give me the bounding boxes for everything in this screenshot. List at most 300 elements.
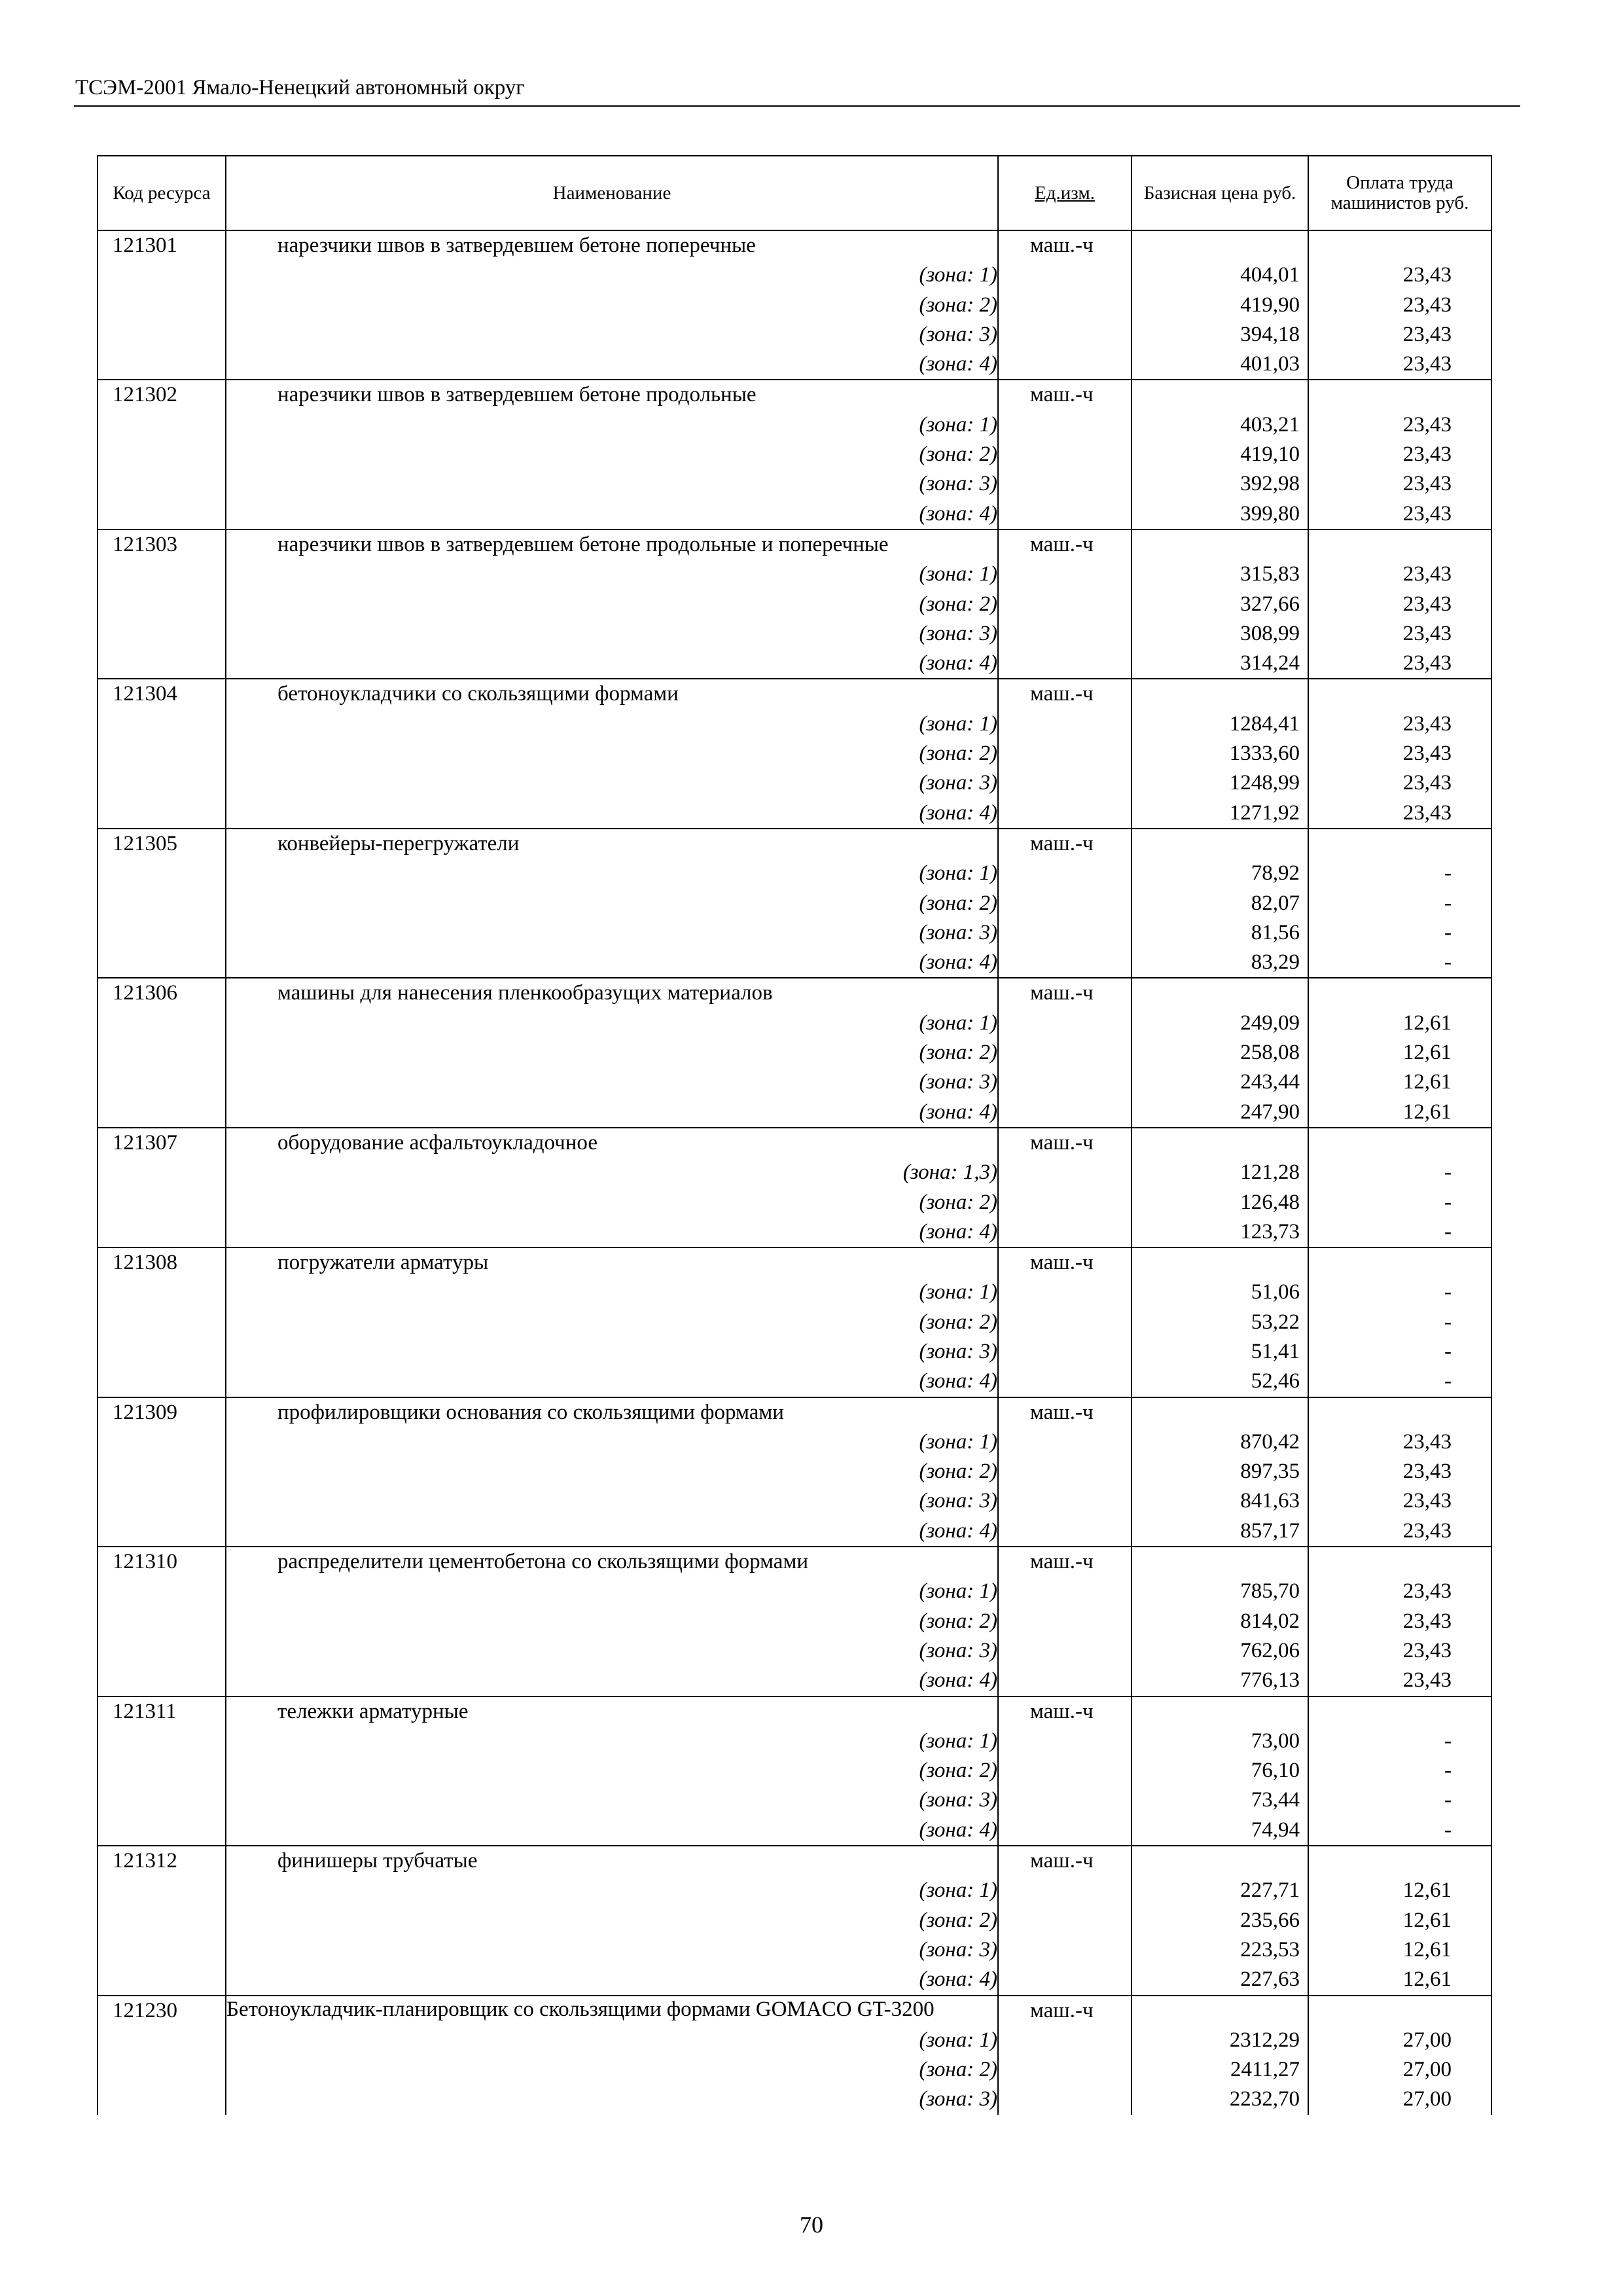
- resource-price-empty: [1132, 679, 1308, 709]
- zone-code-empty: [98, 859, 226, 888]
- zone-price: 314,24: [1132, 649, 1308, 679]
- zone-code-empty: [98, 560, 226, 589]
- column-header-wage: Оплата труда машинистов руб.: [1308, 156, 1491, 230]
- zone-unit-empty: [998, 1906, 1132, 1935]
- zone-label: (зона: 3): [226, 1067, 998, 1097]
- zone-row: [98, 260, 1491, 290]
- zone-row: [98, 560, 1491, 589]
- zone-row: [98, 2085, 1491, 2114]
- zone-code-empty: [98, 739, 226, 768]
- zone-code-empty: [98, 320, 226, 350]
- zone-unit-empty: [998, 918, 1132, 948]
- column-header-unit: [998, 156, 1132, 230]
- zone-unit-empty: [998, 320, 1132, 350]
- zone-unit-empty: [998, 1636, 1132, 1666]
- zone-code-empty: [98, 410, 226, 440]
- zone-wage: 23,43: [1308, 1607, 1491, 1636]
- zone-label: (зона: 2): [226, 889, 998, 918]
- resource-row: [98, 1696, 1491, 1727]
- zone-row: [98, 2055, 1491, 2085]
- zone-wage: 23,43: [1308, 291, 1491, 320]
- zone-unit-empty: [998, 590, 1132, 619]
- zone-label: (зона: 1): [226, 410, 998, 440]
- zone-code-empty: [98, 709, 226, 739]
- zone-row: [98, 1876, 1491, 1905]
- zone-code-empty: [98, 1636, 226, 1666]
- resource-row: [98, 1128, 1491, 1158]
- zone-code-empty: [98, 1607, 226, 1636]
- zone-wage: 12,61: [1308, 1965, 1491, 1995]
- zone-price: 857,17: [1132, 1516, 1308, 1547]
- zone-code-empty: [98, 1427, 226, 1457]
- zone-unit-empty: [998, 1816, 1132, 1846]
- zone-wage: 12,61: [1308, 1876, 1491, 1905]
- zone-label: (зона: 1): [226, 1727, 998, 1756]
- resource-price-empty: [1132, 380, 1308, 410]
- resource-wage-empty: [1308, 1547, 1491, 1577]
- resource-name: [226, 529, 998, 560]
- zone-price: 841,63: [1132, 1486, 1308, 1516]
- resource-unit: маш.-ч: [998, 230, 1132, 260]
- zone-price: 74,94: [1132, 1816, 1308, 1846]
- zone-label: (зона: 2): [226, 1906, 998, 1935]
- zone-price: 78,92: [1132, 859, 1308, 888]
- resource-name: [226, 679, 998, 709]
- zone-unit-empty: [998, 1367, 1132, 1397]
- zone-wage: -: [1308, 1217, 1491, 1247]
- zone-price: 762,06: [1132, 1636, 1308, 1666]
- zone-wage: 27,00: [1308, 2085, 1491, 2114]
- zone-unit-empty: [998, 350, 1132, 380]
- resource-name-text: бетоноукладчики со скользящими формами: [277, 682, 679, 706]
- resource-price-empty: [1132, 1128, 1308, 1158]
- zone-label: (зона: 2): [226, 1756, 998, 1785]
- resource-price-empty: [1132, 829, 1308, 859]
- zone-unit-empty: [998, 1516, 1132, 1547]
- resource-name-text: нарезчики швов в затвердевшем бетоне поперечные: [277, 234, 756, 257]
- resource-name-text: нарезчики швов в затвердевшем бетоне продольные и поперечные: [277, 532, 889, 556]
- zone-code-empty: [98, 499, 226, 529]
- zone-wage: -: [1308, 1188, 1491, 1217]
- resource-wage-empty: [1308, 1846, 1491, 1876]
- zone-row: [98, 440, 1491, 469]
- zone-wage: 23,43: [1308, 350, 1491, 380]
- zone-label: (зона: 4): [226, 350, 998, 380]
- zone-row: [98, 2026, 1491, 2055]
- zone-wage: 23,43: [1308, 1516, 1491, 1547]
- zone-price: 1284,41: [1132, 709, 1308, 739]
- zone-price: 121,28: [1132, 1158, 1308, 1187]
- resource-wage-empty: [1308, 679, 1491, 709]
- zone-row: [98, 320, 1491, 350]
- table-body: [98, 230, 1491, 2115]
- zone-label: (зона: 2): [226, 440, 998, 469]
- resource-wage-empty: [1308, 978, 1491, 1008]
- zone-wage: -: [1308, 918, 1491, 948]
- zone-code-empty: [98, 469, 226, 499]
- resource-name: [226, 1696, 998, 1727]
- zone-unit-empty: [998, 709, 1132, 739]
- resource-price-empty: [1132, 978, 1308, 1008]
- zone-row: [98, 1577, 1491, 1606]
- zone-wage: -: [1308, 1158, 1491, 1187]
- zone-price: 419,10: [1132, 440, 1308, 469]
- zone-row: [98, 859, 1491, 888]
- resource-code: 121306: [98, 978, 226, 1008]
- zone-code-empty: [98, 1577, 226, 1606]
- zone-unit-empty: [998, 619, 1132, 649]
- column-header-code: Код ресурса: [98, 156, 226, 230]
- page-number: 70: [800, 2212, 823, 2238]
- zone-row: [98, 590, 1491, 619]
- zone-label: (зона: 4): [226, 1367, 998, 1397]
- zone-row: [98, 1666, 1491, 1696]
- resource-row: [98, 1846, 1491, 1876]
- zone-wage: 23,43: [1308, 768, 1491, 798]
- zone-price: 1271,92: [1132, 798, 1308, 829]
- zone-label: (зона: 2): [226, 291, 998, 320]
- page-header: ТСЭМ-2001 Ямало-Ненецкий автономный округ: [75, 76, 525, 99]
- resource-code: 121309: [98, 1397, 226, 1427]
- zone-price: 785,70: [1132, 1577, 1308, 1606]
- resource-unit: маш.-ч: [998, 1696, 1132, 1727]
- zone-row: [98, 1816, 1491, 1846]
- resource-wage-empty: [1308, 380, 1491, 410]
- resource-name: [226, 1996, 998, 2026]
- zone-label: (зона: 2): [226, 2055, 998, 2085]
- zone-wage: 12,61: [1308, 1009, 1491, 1038]
- zone-unit-empty: [998, 1876, 1132, 1905]
- zone-wage: 23,43: [1308, 1427, 1491, 1457]
- zone-unit-empty: [998, 739, 1132, 768]
- resource-price-empty: [1132, 1996, 1308, 2026]
- zone-price: 315,83: [1132, 560, 1308, 589]
- zone-price: 1333,60: [1132, 739, 1308, 768]
- zone-code-empty: [98, 1516, 226, 1547]
- resource-name-text: оборудование асфальтоукладочное: [277, 1130, 597, 1155]
- zone-row: [98, 1906, 1491, 1935]
- resource-name-text: распределители цементобетона со скользящими формами: [277, 1550, 808, 1574]
- zone-label: (зона: 3): [226, 2085, 998, 2114]
- zone-row: [98, 889, 1491, 918]
- zone-price: 51,41: [1132, 1337, 1308, 1367]
- zone-row: [98, 1516, 1491, 1547]
- column-header-price: Базисная цена руб.: [1132, 156, 1308, 230]
- zone-price: 327,66: [1132, 590, 1308, 619]
- zone-label: (зона: 4): [226, 649, 998, 679]
- zone-code-empty: [98, 649, 226, 679]
- zone-price: 73,00: [1132, 1727, 1308, 1756]
- zone-label: (зона: 2): [226, 739, 998, 768]
- zone-code-empty: [98, 1098, 226, 1128]
- zone-label: (зона: 3): [226, 1486, 998, 1516]
- resource-code: 121310: [98, 1547, 226, 1577]
- zone-price: 123,73: [1132, 1217, 1308, 1247]
- zone-code-empty: [98, 1188, 226, 1217]
- zone-price: 401,03: [1132, 350, 1308, 380]
- zone-code-empty: [98, 1756, 226, 1785]
- resource-price-empty: [1132, 230, 1308, 260]
- resource-unit: маш.-ч: [998, 978, 1132, 1008]
- zone-label: (зона: 2): [226, 1188, 998, 1217]
- resource-wage-empty: [1308, 1247, 1491, 1278]
- zone-code-empty: [98, 1666, 226, 1696]
- zone-label: (зона: 2): [226, 1038, 998, 1067]
- zone-row: [98, 1278, 1491, 1307]
- resource-row: [98, 978, 1491, 1008]
- zone-label: (зона: 3): [226, 768, 998, 798]
- zone-label: (зона: 1,3): [226, 1158, 998, 1187]
- zone-code-empty: [98, 1067, 226, 1097]
- zone-price: 399,80: [1132, 499, 1308, 529]
- resource-code: 121305: [98, 829, 226, 859]
- zone-wage: -: [1308, 1367, 1491, 1397]
- zone-row: [98, 1367, 1491, 1397]
- zone-code-empty: [98, 1278, 226, 1307]
- resource-price-empty: [1132, 1846, 1308, 1876]
- zone-row: [98, 1009, 1491, 1038]
- resource-code: 121303: [98, 529, 226, 560]
- zone-label: (зона: 3): [226, 1636, 998, 1666]
- resource-wage-empty: [1308, 829, 1491, 859]
- zone-unit-empty: [998, 440, 1132, 469]
- zone-row: [98, 1188, 1491, 1217]
- zone-label: (зона: 1): [226, 1427, 998, 1457]
- zone-price: 1248,99: [1132, 768, 1308, 798]
- zone-row: [98, 649, 1491, 679]
- zone-label: (зона: 3): [226, 1785, 998, 1815]
- zone-wage: 23,43: [1308, 410, 1491, 440]
- zone-row: [98, 948, 1491, 978]
- zone-label: (зона: 3): [226, 1935, 998, 1965]
- zone-code-empty: [98, 1457, 226, 1486]
- zone-label: (зона: 2): [226, 1457, 998, 1486]
- zone-price: 403,21: [1132, 410, 1308, 440]
- zone-row: [98, 469, 1491, 499]
- zone-row: [98, 709, 1491, 739]
- zone-code-empty: [98, 590, 226, 619]
- zone-wage: 23,43: [1308, 1666, 1491, 1696]
- zone-label: (зона: 4): [226, 1516, 998, 1547]
- zone-wage: 23,43: [1308, 709, 1491, 739]
- zone-unit-empty: [998, 1486, 1132, 1516]
- zone-price: 2232,70: [1132, 2085, 1308, 2114]
- zone-unit-empty: [998, 1067, 1132, 1097]
- zone-row: [98, 1427, 1491, 1457]
- zone-label: (зона: 4): [226, 1965, 998, 1995]
- zone-price: 247,90: [1132, 1098, 1308, 1128]
- zone-unit-empty: [998, 1098, 1132, 1128]
- resource-row: [98, 230, 1491, 260]
- zone-label: (зона: 3): [226, 469, 998, 499]
- resource-wage-empty: [1308, 230, 1491, 260]
- zone-code-empty: [98, 1217, 226, 1247]
- zone-row: [98, 619, 1491, 649]
- resource-unit: маш.-ч: [998, 1547, 1132, 1577]
- resource-row: [98, 529, 1491, 560]
- zone-price: 394,18: [1132, 320, 1308, 350]
- zone-code-empty: [98, 1876, 226, 1905]
- zone-unit-empty: [998, 1727, 1132, 1756]
- zone-unit-empty: [998, 1308, 1132, 1337]
- resource-unit: маш.-ч: [998, 679, 1132, 709]
- zone-wage: 23,43: [1308, 1486, 1491, 1516]
- zone-label: (зона: 1): [226, 1876, 998, 1905]
- resource-wage-empty: [1308, 1996, 1491, 2026]
- zone-wage: 23,43: [1308, 649, 1491, 679]
- zone-wage: -: [1308, 948, 1491, 978]
- column-header-name: Наименование: [226, 156, 998, 230]
- resource-row: [98, 829, 1491, 859]
- resource-unit: маш.-ч: [998, 1247, 1132, 1278]
- zone-price: 897,35: [1132, 1457, 1308, 1486]
- zone-code-empty: [98, 619, 226, 649]
- header-rule: [74, 105, 1520, 107]
- zone-unit-empty: [998, 798, 1132, 829]
- resource-name-text: конвейеры-перегружатели: [277, 831, 520, 855]
- zone-price: 227,63: [1132, 1965, 1308, 1995]
- zone-unit-empty: [998, 1158, 1132, 1187]
- zone-unit-empty: [998, 499, 1132, 529]
- resource-name: [226, 829, 998, 859]
- zone-row: [98, 1486, 1491, 1516]
- zone-label: (зона: 2): [226, 590, 998, 619]
- zone-code-empty: [98, 2085, 226, 2114]
- zone-price: 223,53: [1132, 1935, 1308, 1965]
- zone-code-empty: [98, 1486, 226, 1516]
- zone-code-empty: [98, 1727, 226, 1756]
- zone-wage: 23,43: [1308, 469, 1491, 499]
- zone-price: 73,44: [1132, 1785, 1308, 1815]
- zone-unit-empty: [998, 560, 1132, 589]
- zone-unit-empty: [998, 1785, 1132, 1815]
- zone-price: 51,06: [1132, 1278, 1308, 1307]
- resource-wage-empty: [1308, 1696, 1491, 1727]
- zone-code-empty: [98, 1816, 226, 1846]
- zone-row: [98, 1098, 1491, 1128]
- zone-label: (зона: 4): [226, 948, 998, 978]
- resource-price-empty: [1132, 1547, 1308, 1577]
- zone-row: [98, 1067, 1491, 1097]
- zone-code-empty: [98, 2055, 226, 2085]
- zone-price: 419,90: [1132, 291, 1308, 320]
- zone-unit-empty: [998, 1756, 1132, 1785]
- zone-code-empty: [98, 1906, 226, 1935]
- zone-code-empty: [98, 1935, 226, 1965]
- zone-unit-empty: [998, 410, 1132, 440]
- resource-name-text: погружатели арматуры: [277, 1251, 489, 1275]
- zone-code-empty: [98, 948, 226, 978]
- zone-wage: 12,61: [1308, 1935, 1491, 1965]
- zone-label: (зона: 2): [226, 1607, 998, 1636]
- zone-wage: 12,61: [1308, 1067, 1491, 1097]
- zone-unit-empty: [998, 1009, 1132, 1038]
- resource-unit: маш.-ч: [998, 380, 1132, 410]
- zone-price: 870,42: [1132, 1427, 1308, 1457]
- zone-code-empty: [98, 1009, 226, 1038]
- zone-wage: -: [1308, 889, 1491, 918]
- zone-wage: 12,61: [1308, 1098, 1491, 1128]
- zone-code-empty: [98, 1785, 226, 1815]
- zone-wage: 27,00: [1308, 2026, 1491, 2055]
- zone-row: [98, 499, 1491, 529]
- zone-unit-empty: [998, 1217, 1132, 1247]
- zone-code-empty: [98, 1337, 226, 1367]
- zone-wage: 23,43: [1308, 1577, 1491, 1606]
- zone-unit-empty: [998, 889, 1132, 918]
- resource-row: [98, 380, 1491, 410]
- zone-wage: 23,43: [1308, 739, 1491, 768]
- zone-label: (зона: 4): [226, 1217, 998, 1247]
- zone-price: 52,46: [1132, 1367, 1308, 1397]
- resource-code: 121307: [98, 1128, 226, 1158]
- resource-unit: маш.-ч: [998, 1996, 1132, 2026]
- zone-wage: -: [1308, 1308, 1491, 1337]
- zone-price: 81,56: [1132, 918, 1308, 948]
- zone-row: [98, 350, 1491, 380]
- zone-price: 258,08: [1132, 1038, 1308, 1067]
- zone-row: [98, 410, 1491, 440]
- resource-name-text: Бетоноукладчик-планировщик со скользящими формами GOMACO GT-3200: [226, 1997, 935, 2021]
- zone-unit-empty: [998, 948, 1132, 978]
- zone-label: (зона: 4): [226, 499, 998, 529]
- table-header-row: [98, 156, 1491, 230]
- zone-price: 308,99: [1132, 619, 1308, 649]
- resource-code: 121311: [98, 1696, 226, 1727]
- zone-row: [98, 1935, 1491, 1965]
- resource-name-text: нарезчики швов в затвердевшем бетоне продольные: [277, 383, 757, 407]
- zone-code-empty: [98, 1308, 226, 1337]
- resource-name: [226, 1128, 998, 1158]
- resource-code: 121304: [98, 679, 226, 709]
- resource-code: 121308: [98, 1247, 226, 1278]
- zone-code-empty: [98, 2026, 226, 2055]
- zone-price: 392,98: [1132, 469, 1308, 499]
- zone-unit-empty: [998, 291, 1132, 320]
- zone-unit-empty: [998, 1666, 1132, 1696]
- zone-price: 2411,27: [1132, 2055, 1308, 2085]
- zone-unit-empty: [998, 260, 1132, 290]
- zone-wage: 23,43: [1308, 590, 1491, 619]
- zone-label: (зона: 4): [226, 798, 998, 829]
- zone-unit-empty: [998, 1188, 1132, 1217]
- zone-code-empty: [98, 1158, 226, 1187]
- resource-wage-empty: [1308, 1397, 1491, 1427]
- zone-wage: -: [1308, 1727, 1491, 1756]
- zone-wage: -: [1308, 1756, 1491, 1785]
- zone-unit-empty: [998, 2085, 1132, 2114]
- zone-label: (зона: 1): [226, 2026, 998, 2055]
- zone-row: [98, 1457, 1491, 1486]
- zone-label: (зона: 3): [226, 320, 998, 350]
- zone-unit-empty: [998, 1457, 1132, 1486]
- zone-price: 249,09: [1132, 1009, 1308, 1038]
- resource-name: [226, 1846, 998, 1876]
- resource-wage-empty: [1308, 529, 1491, 560]
- zone-price: 227,71: [1132, 1876, 1308, 1905]
- zone-row: [98, 1337, 1491, 1367]
- zone-wage: -: [1308, 1816, 1491, 1846]
- resource-price-empty: [1132, 529, 1308, 560]
- zone-row: [98, 1636, 1491, 1666]
- resource-row: [98, 1547, 1491, 1577]
- zone-wage: 23,43: [1308, 619, 1491, 649]
- resource-row: [98, 1397, 1491, 1427]
- resource-name: [226, 1397, 998, 1427]
- zone-label: (зона: 1): [226, 260, 998, 290]
- zone-price: 53,22: [1132, 1308, 1308, 1337]
- resource-price-empty: [1132, 1247, 1308, 1278]
